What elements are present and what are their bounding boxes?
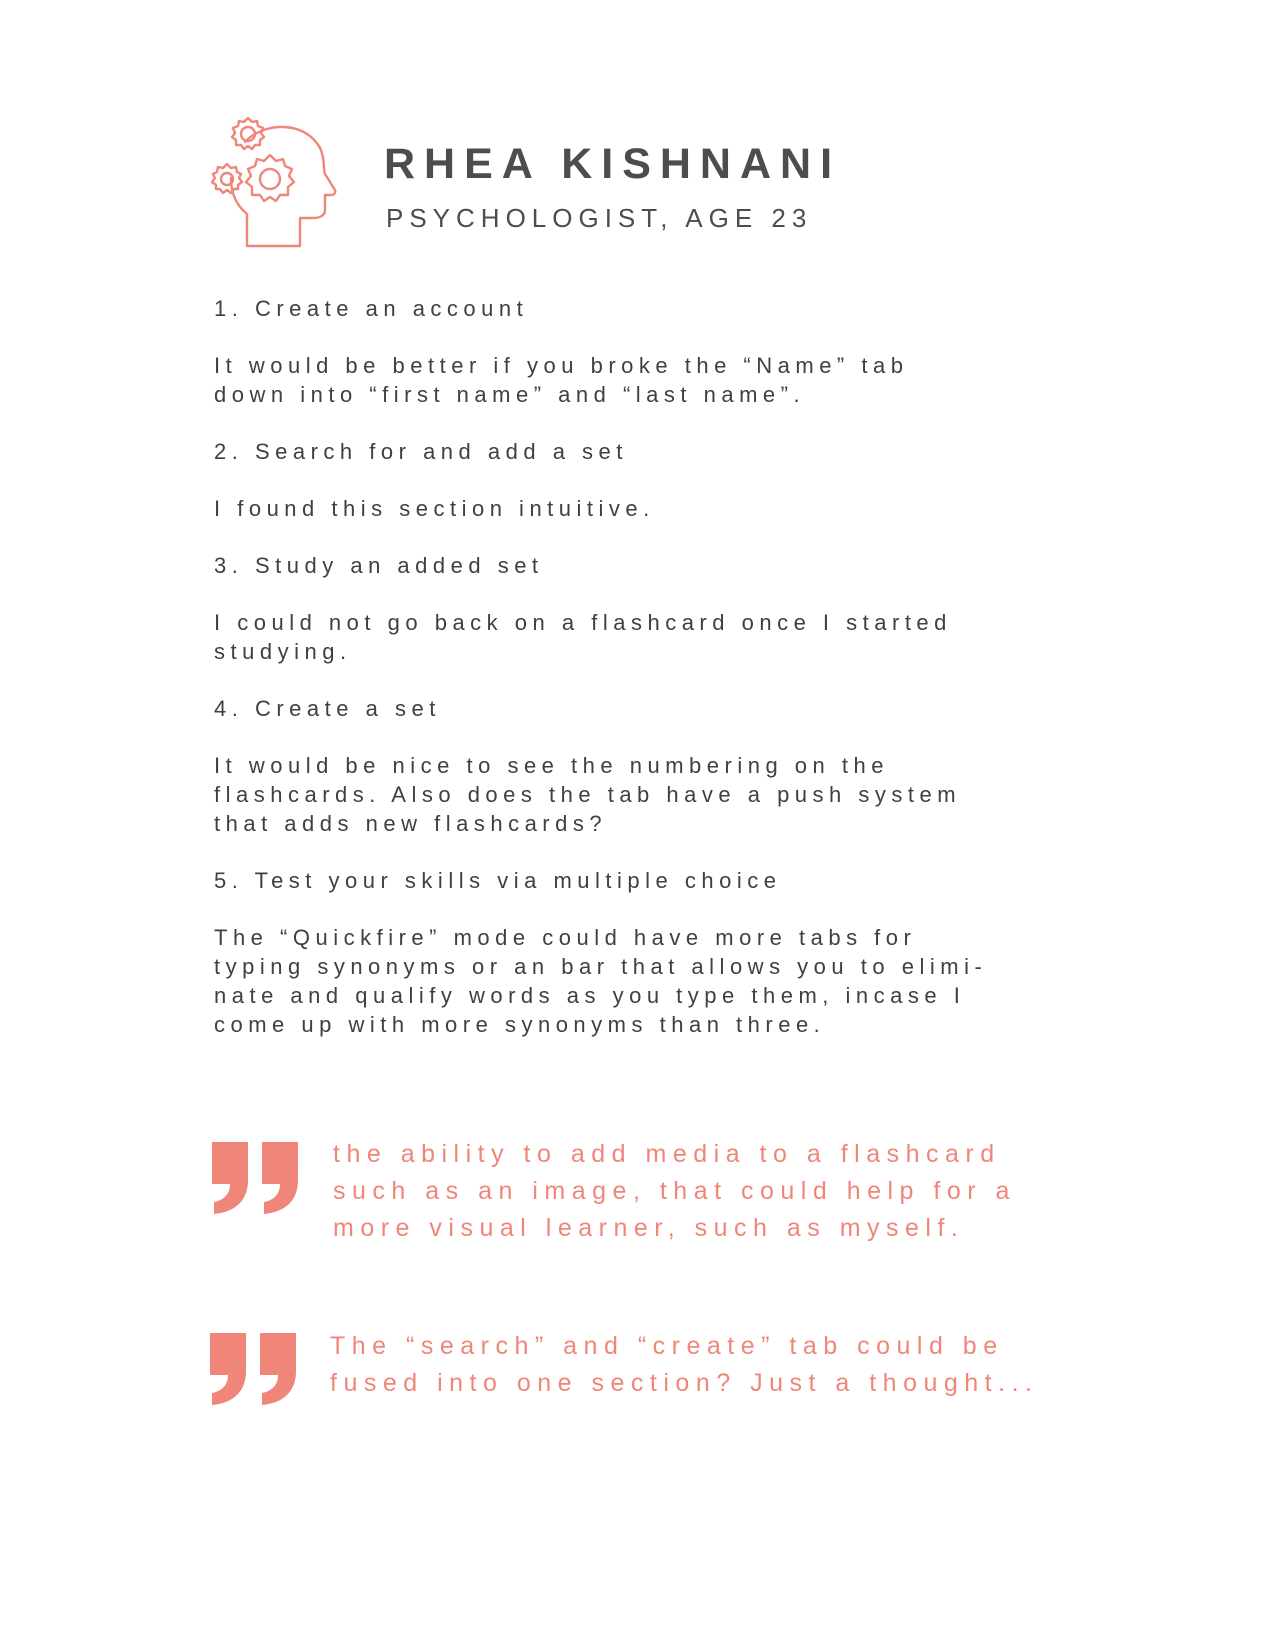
persona-role: PSYCHOLOGIST, AGE 23 — [386, 203, 813, 233]
task-3-title: 3. Study an added set — [214, 553, 544, 578]
task-1-feedback-line-2: down into “first name” and “last name”. — [214, 382, 806, 407]
quote-2-line-1: The “search” and “create” tab could be — [330, 1332, 1004, 1360]
quote-1-line-3: more visual learner, such as myself. — [333, 1214, 965, 1242]
task-4-title: 4. Create a set — [214, 696, 441, 721]
persona-name: RHEA KISHNANI — [384, 140, 842, 188]
task-1-title: 1. Create an account — [214, 296, 529, 321]
task-4-feedback-line-1: It would be nice to see the numbering on the — [214, 753, 889, 778]
task-5-feedback-line-2: typing synonyms or an bar that allows you to elimi- — [214, 954, 988, 979]
task-4-feedback-line-2: flashcards. Also does the tab have a push system — [214, 782, 962, 807]
task-5-feedback-line-3: nate and qualify words as you type them, incase I — [214, 983, 966, 1008]
task-2-feedback-line-1: I found this section intuitive. — [214, 496, 655, 521]
quote-mark-icon — [208, 1333, 300, 1405]
task-3-feedback-line-1: I could not go back on a flashcard once I started — [214, 610, 952, 635]
quote-1-line-1: the ability to add media to a flashcard — [333, 1140, 1001, 1168]
quote-2-line-2: fused into one section? Just a thought... — [330, 1369, 1039, 1397]
task-1-feedback-line-1: It would be better if you broke the “Name” tab — [214, 353, 909, 378]
quote-1-line-2: such as an image, that could help for a — [333, 1177, 1016, 1205]
task-3-feedback-line-2: studying. — [214, 639, 352, 664]
head-gears-icon — [205, 112, 345, 257]
task-5-feedback-line-1: The “Quickfire” mode could have more tabs for — [214, 925, 917, 950]
task-2-title: 2. Search for and add a set — [214, 439, 628, 464]
task-4-feedback-line-3: that adds new flashcards? — [214, 811, 608, 836]
quote-mark-icon — [210, 1142, 302, 1214]
task-5-title: 5. Test your skills via multiple choice — [214, 868, 782, 893]
task-5-feedback-line-4: come up with more synonyms than three. — [214, 1012, 826, 1037]
